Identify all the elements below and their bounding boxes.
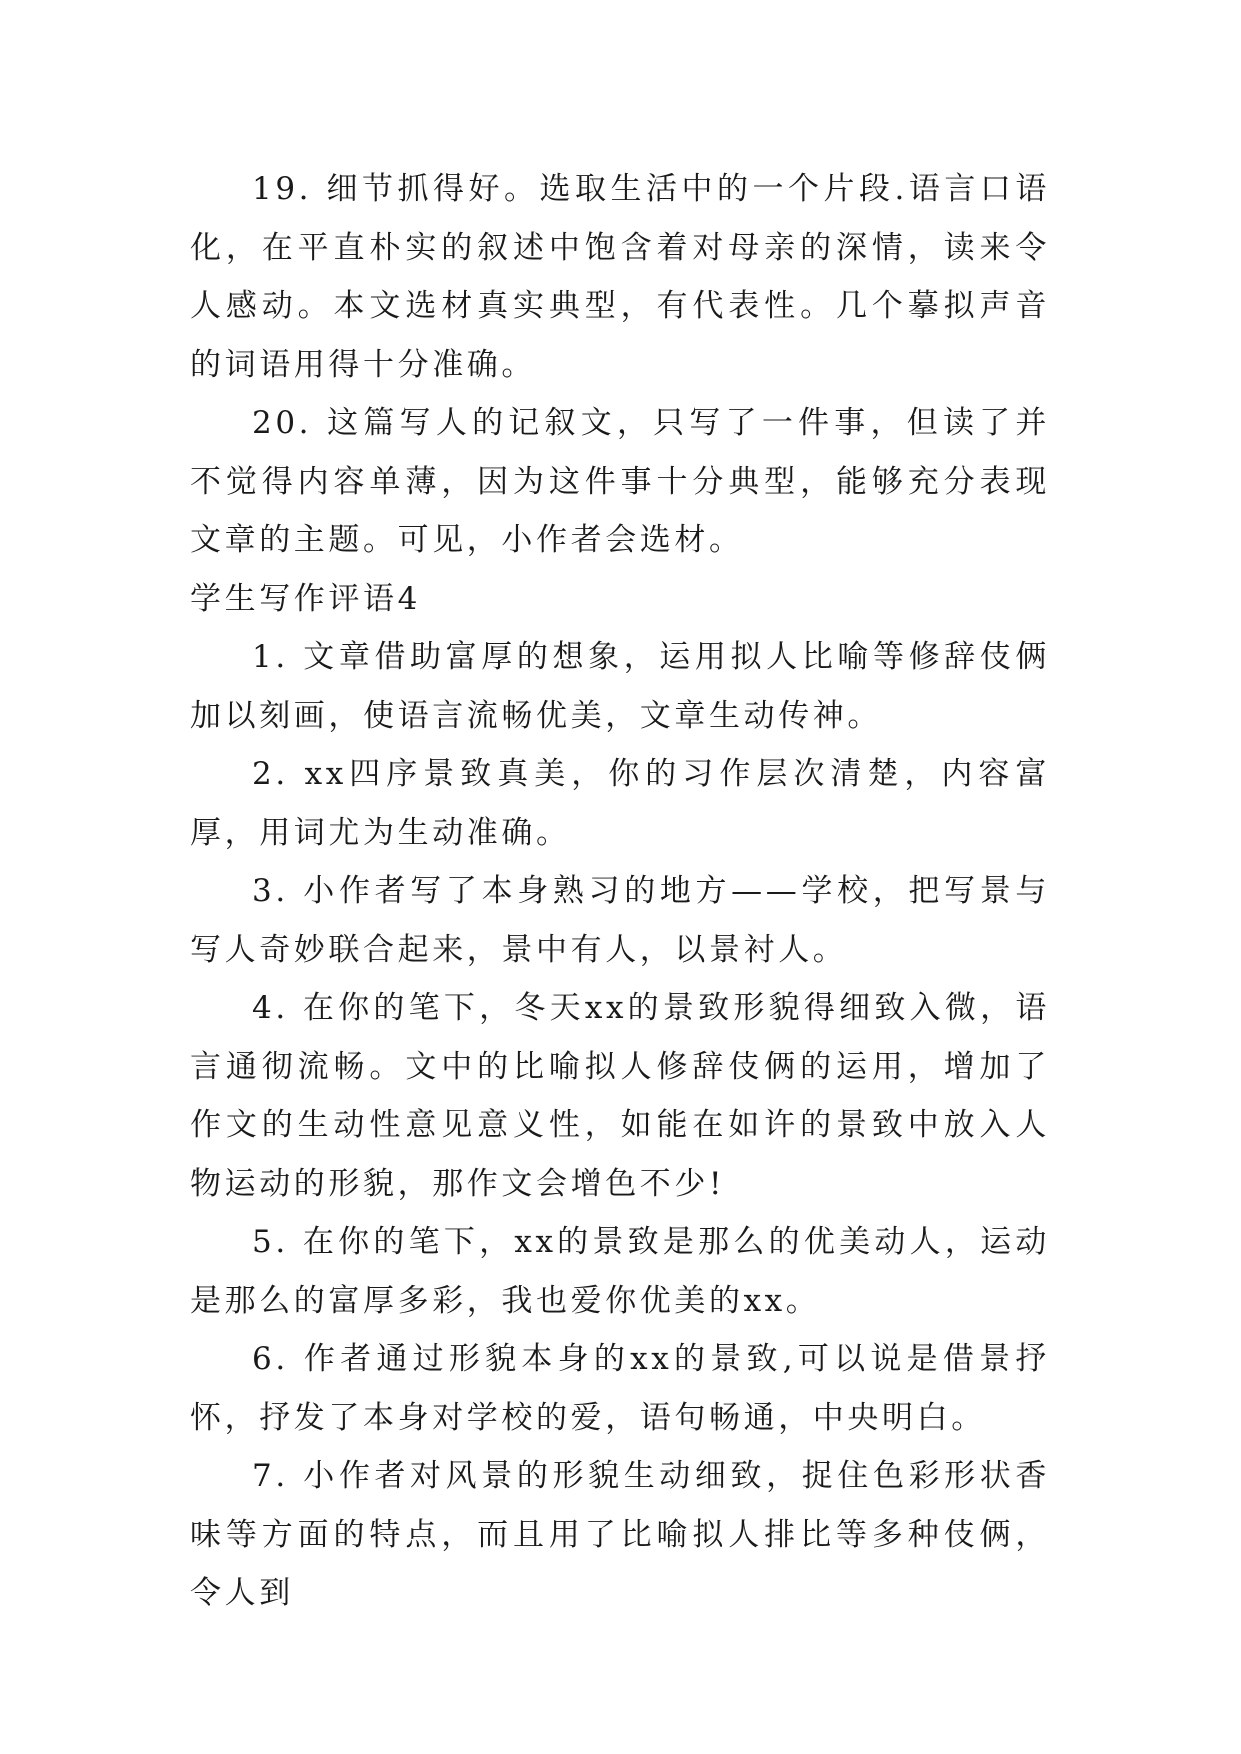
paragraph-3: 3. 小作者写了本身熟习的地方——学校，把写景与写人奇妙联合起来，景中有人，以景衬人。 [190,873,1050,968]
paragraph-7: 7. 小作者对风景的形貌生动细致，捉住色彩形状香味等方面的特点，而且用了比喻拟人排比等多种伎俩，令人到 [190,1458,1050,1611]
paragraph-2: 2. xx四序景致真美，你的习作层次清楚，内容富厚，用词尤为生动准确。 [190,756,1050,851]
document-body [190,160,1050,1623]
paragraph-5: 5. 在你的笔下，xx的景致是那么的优美动人，运动是那么的富厚多彩，我也爱你优美的xx。 [190,1224,1050,1319]
section-heading: 学生写作评语4 [190,580,421,617]
paragraph-19: 19. 细节抓得好。选取生活中的一个片段.语言口语化，在平直朴实的叙述中饱含着对母亲的深情，读来令人感动。本文选材真实典型，有代表性。几个摹拟声音的词语用得十分准确。 [190,171,1050,383]
paragraph-1: 1. 文章借助富厚的想象，运用拟人比喻等修辞伎俩加以刻画，使语言流畅优美，文章生动传神。 [190,639,1050,734]
paragraph-4: 4. 在你的笔下，冬天xx的景致形貌得细致入微，语言通彻流畅。文中的比喻拟人修辞伎俩的运用，增加了作文的生动性意见意义性，如能在如许的景致中放入人物运动的形貌，那作文会增色不少! [190,990,1050,1202]
paragraph-20: 20. 这篇写人的记叙文，只写了一件事，但读了并不觉得内容单薄，因为这件事十分典型，能够充分表现文章的主题。可见，小作者会选材。 [190,405,1050,558]
paragraph-6: 6. 作者通过形貌本身的xx的景致,可以说是借景抒怀，抒发了本身对学校的爱，语句畅通，中央明白。 [190,1341,1050,1436]
